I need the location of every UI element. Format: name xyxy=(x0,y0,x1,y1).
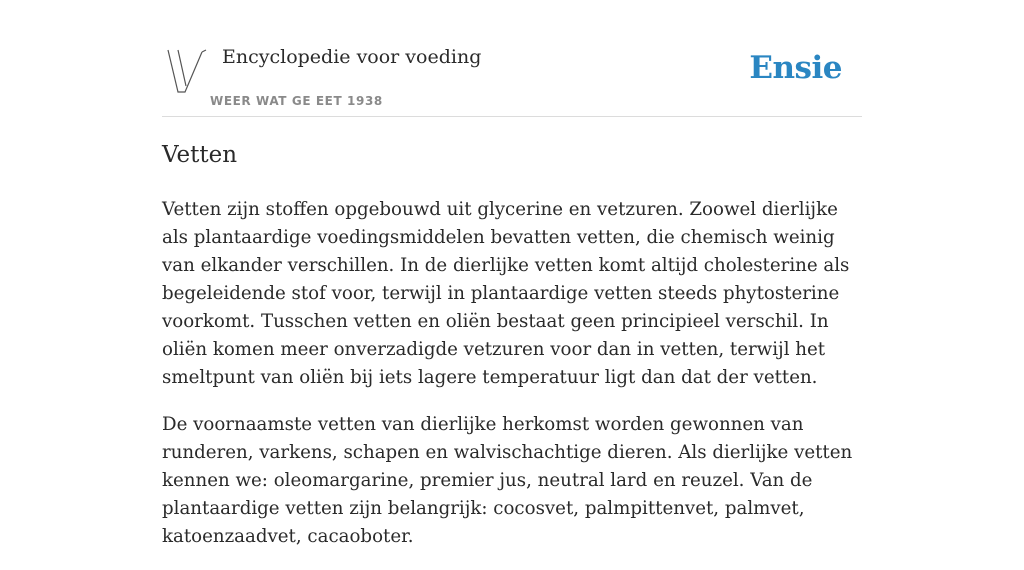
article-title: Vetten xyxy=(162,142,238,168)
article-paragraph: De voornaamste vetten van dierlijke herkomst worden gewonnen van runderen, varkens, schapen en walvischachtige dieren. Als dierlijke vetten kennen we: oleomargarine, premier jus, neutral lard en reuzel. Van de plantaardige vetten zijn belangrijk: cocosvet, palmpittenvet, palmvet, katoenzaadvet, cacaoboter. xyxy=(162,414,853,547)
book-subtitle: WEER WAT GE EET 1938 xyxy=(210,94,383,108)
ensie-brand-logo[interactable]: Ensie xyxy=(749,50,842,86)
site-header xyxy=(162,0,862,117)
book-title[interactable]: Encyclopedie voor voeding xyxy=(222,46,482,68)
v-monogram-icon[interactable] xyxy=(166,48,208,96)
article xyxy=(162,138,866,570)
article-paragraph: Vetten zijn stoffen opgebouwd uit glycerine en vetzuren. Zoowel dierlijke als plantaardige voedingsmiddelen bevatten vetten, die chemisch weinig van elkander verschillen. In de dierlijke vetten komt altijd cholesterine als begeleidende stof voor, terwijl in plantaardige vetten steeds phytosterine voorkomt. Tusschen vetten en oliën bestaat geen principieel verschil. In oliën komen meer onverzadigde vetzuren voor dan in vetten, terwijl het smeltpunt van oliën bij iets lagere temperatuur ligt dan dat der vetten. xyxy=(162,199,850,388)
